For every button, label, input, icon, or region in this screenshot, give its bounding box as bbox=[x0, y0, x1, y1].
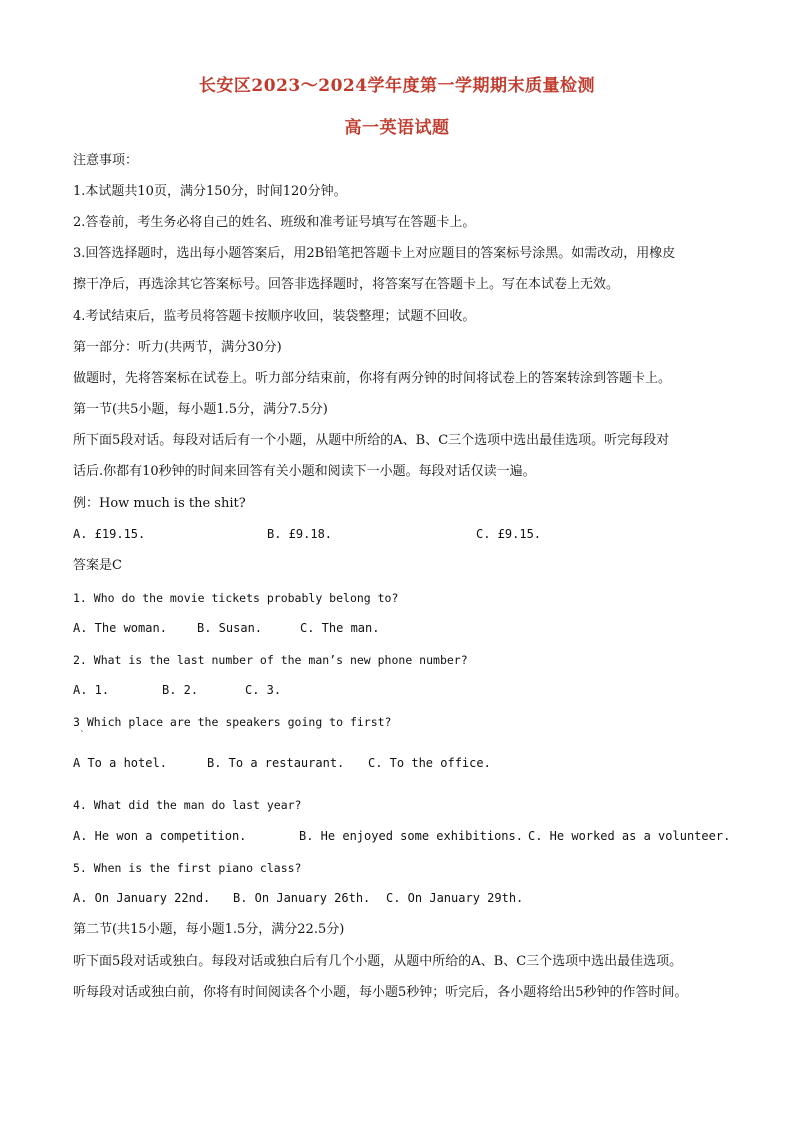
note-3-line-1: 3.回答选择题时，选出每小题答案后，用2B铅笔把答题卡上对应题目的答案标号涂黑。如需改动，用橡皮 bbox=[73, 246, 676, 261]
exam-subtitle: 高一英语试题 bbox=[344, 118, 450, 138]
q3-option-b: B. To a restaurant. bbox=[207, 756, 345, 770]
part1-heading: 第一部分：听力(共两节，满分30分) bbox=[73, 340, 282, 355]
q1-option-c: C. The man. bbox=[300, 621, 380, 635]
section1-instruction-line-1: 所下面5段对话。每段对话后有一个小题，从题中所给的A、B、C三个选项中选出最佳选项。听完每段对 bbox=[73, 433, 670, 448]
note-3-line-2: 擦干净后，再选涂其它答案标号。回答非选择题时，将答案写在答题卡上。写在本试卷上无效。 bbox=[73, 277, 620, 292]
q4-option-a: A. He won a competition. bbox=[73, 829, 247, 843]
q5-option-a: A. On January 22nd. bbox=[73, 891, 211, 905]
q2-option-c: C. 3. bbox=[245, 683, 282, 697]
q1-option-a: A. The woman. bbox=[73, 621, 167, 635]
q4-option-c: C. He worked as a volunteer. bbox=[528, 829, 731, 843]
q4-option-b: B. He enjoyed some exhibitions. bbox=[299, 829, 523, 843]
question-3: 3 Which place are the speakers going to first? bbox=[73, 715, 392, 729]
example-option-c: C. £9.15. bbox=[476, 527, 542, 541]
example-option-b: B. £9.18. bbox=[267, 527, 333, 541]
example-option-a: A. £19.15. bbox=[73, 527, 146, 541]
question-5: 5. When is the first piano class? bbox=[73, 861, 302, 875]
section2-instruction-line-2: 听每段对话或独白前，你将有时间阅读各个小题，每小题5秒钟；听完后，各小题将给出5秒钟的作答时间。 bbox=[73, 985, 688, 1000]
question-4: 4. What did the man do last year? bbox=[73, 798, 302, 812]
q3-option-c: C. To the office. bbox=[368, 756, 491, 770]
q2-option-a: A. 1. bbox=[73, 683, 110, 697]
q3-option-a: A To a hotel. bbox=[73, 756, 167, 770]
q5-option-b: B. On January 26th. bbox=[233, 891, 371, 905]
note-2: 2.答卷前，考生务必将自己的姓名、班级和准考证号填写在答题卡上。 bbox=[73, 215, 476, 230]
example-question: 例：How much is the shit? bbox=[73, 496, 246, 511]
question-1: 1. Who do the movie tickets probably belong to? bbox=[73, 591, 399, 605]
section2-instruction-line-1: 听下面5段对话或独白。每段对话或独白后有几个小题，从题中所给的A、B、C三个选项中选出最佳选项。 bbox=[73, 954, 683, 969]
question-2: 2. What is the last number of the man’s new phone number? bbox=[73, 653, 468, 667]
notes-heading: 注意事项： bbox=[73, 153, 139, 168]
part1-instruction: 做题时，先将答案标在试卷上。听力部分结束前，你将有两分钟的时间将试卷上的答案转涂到答题卡上。 bbox=[73, 371, 672, 386]
exam-title: 长安区2023～2024学年度第一学期期末质量检测 bbox=[198, 76, 596, 96]
q1-option-b: B. Susan. bbox=[197, 621, 263, 635]
note-4: 4.考试结束后，监考员将答题卡按顺序收回，装袋整理；试题不回收。 bbox=[73, 309, 476, 324]
q2-option-b: B. 2. bbox=[162, 683, 199, 697]
example-answer: 答案是C bbox=[73, 558, 122, 573]
section1-instruction-line-2: 话后.你都有10秒钟的时间来回答有关小题和阅读下一小题。每段对话仅读一遍。 bbox=[73, 464, 536, 479]
section1-heading: 第一节(共5小题，每小题1.5分，满分7.5分) bbox=[73, 402, 328, 417]
section2-heading: 第二节(共15小题，每小题1.5分，满分22.5分) bbox=[73, 922, 345, 937]
stray-mark: ` bbox=[80, 731, 85, 741]
note-1: 1.本试题共10页，满分150分，时间120分钟。 bbox=[73, 184, 347, 199]
q5-option-c: C. On January 29th. bbox=[386, 891, 524, 905]
